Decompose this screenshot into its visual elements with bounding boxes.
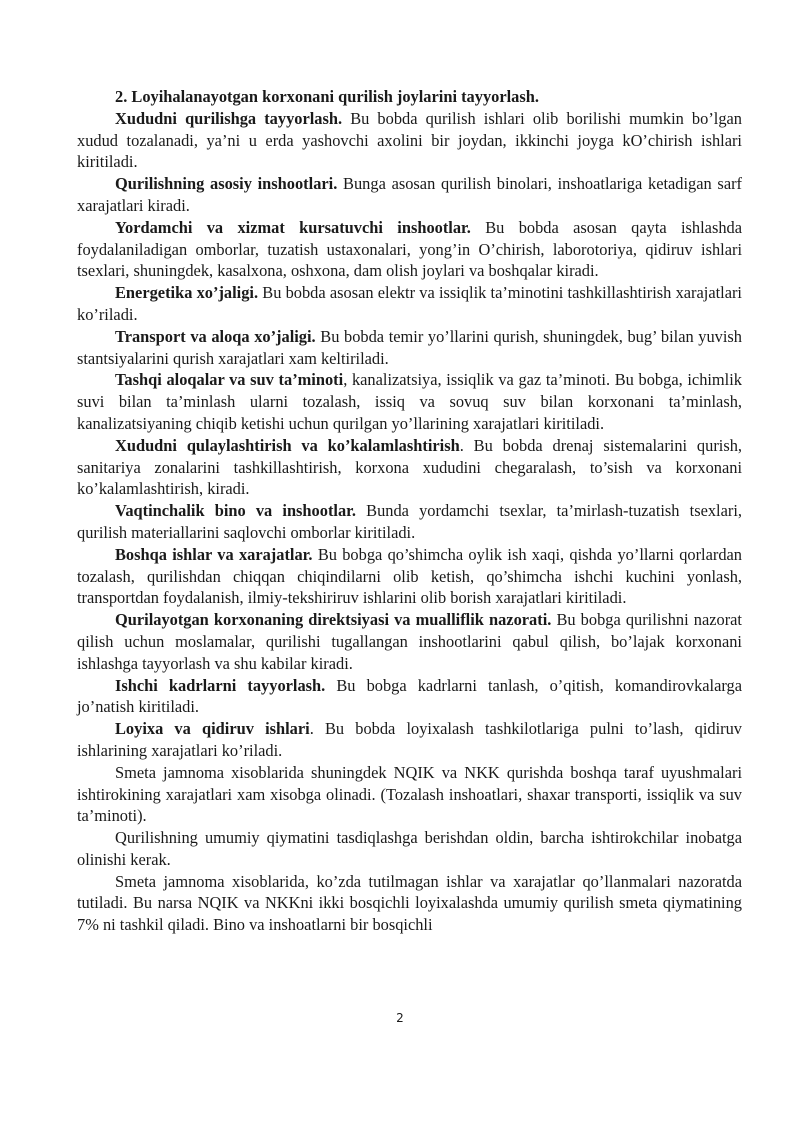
paragraph-text: Bu bobda temir yo’llarini qurish, shuningdek, bug’ bilan yuvish stantsiyalarini qurish xarajatlari xam keltiriladi. — [77, 326, 742, 368]
paragraph-title: Xududni qulaylashtirish va ko’kalamlashtirish — [115, 435, 460, 455]
paragraph-text: Bu bobda asosan qayta ishlashda foydalaniladigan omborlar, tuzatish ustaxonalari, yong’in O’chirish, laborotoriya, qidiruv ishlari tsexlari, shuningdek, kasalxona, oshxona, dam olish joylari va boshqalar kiradi. — [77, 217, 742, 281]
paragraph-text: Bunga asosan qurilish binolari, inshoatlariga ketadigan sarf xarajatlari kiradi. — [77, 174, 743, 215]
paragraph-title: Loyixa va qidiruv ishlari — [115, 719, 310, 739]
paragraph-text: Qurilishning umumiy qiymatini tasdiqlashga berishdan oldin, barcha ishtirokchilar inobatga olinishi kerak. — [77, 828, 742, 869]
paragraph-other-costs — [77, 544, 742, 609]
paragraph-text: Smeta jamnoma xisoblarida shuningdek NQIK va NKK qurishda boshqa taraf uyushmalari ishtirokining xarajatlari xam xisobga olinadi. (Tozalash inshoatlari, shaxar transporti, issiqlik va suv ta’minoti). — [77, 762, 742, 826]
paragraph-auxiliary-structures — [77, 217, 742, 282]
paragraph-title: Qurilishning asosiy inshootlari. — [115, 174, 338, 194]
paragraph-directorate — [77, 609, 742, 674]
paragraph-text: Bu bobda asosan elektr va issiqlik ta’minotini tashkillashtirish xarajatlari ko’riladi. — [77, 283, 742, 324]
page-number: 2 — [396, 1011, 404, 1025]
paragraph-water-supply — [77, 369, 742, 434]
paragraph-title: Ishchi kadrlarni tayyorlash. — [115, 675, 326, 695]
paragraph-staff-training — [77, 675, 742, 719]
paragraph-site-preparation — [77, 108, 742, 173]
paragraph-text: . Bu bobda loyixalash tashkilotlariga pulni to’lash, qidiruv ishlarining xarajatlari ko’riladi. — [77, 719, 742, 760]
paragraph-energy — [77, 282, 742, 326]
paragraph-text: Bu bobga kadrlarni tanlash, o’qitish, komandirovkalarga jo’natish kiritiladi. — [77, 675, 743, 717]
paragraph-text: , kanalizatsiya, issiqlik va gaz ta’minoti. Bu bobga, ichimlik suvi bilan ta’minlash ularni tozalash, issiq va sovuq suv bilan korxonani ta’minlash, kanalizatsiyaning chiqib ketishi uchun qurilgan yo’llarining xarajatlari kiritiladi. — [77, 370, 742, 433]
paragraph-text: Bunda yordamchi tsexlar, ta’mirlash-tuzatish tsexlari, qurilish materiallarini saqlovchi omborlar kiritiladi. — [77, 501, 742, 542]
paragraph-title: Boshqa ishlar va xarajatlar. — [115, 544, 313, 564]
paragraph-title: Xududni qurilishga tayyorlash. — [115, 108, 343, 128]
paragraph-title: Energetika xo’jaligi. — [115, 283, 259, 303]
paragraph-total-cost — [77, 827, 742, 871]
paragraph-text: . Bu bobda drenaj sistemalarini qurish, sanitariya zonalarini tashkillashtirish, korxona xududini chegaralash, to’sish va korxonani ko’kalamlashtirish, kiradi. — [77, 435, 742, 499]
paragraph-title: Transport va aloqa xo’jaligi. — [115, 326, 316, 346]
paragraph-title: Qurilayotgan korxonaning direktsiyasi va mualliflik nazorati. — [115, 610, 552, 630]
paragraph-estimate-participants — [77, 762, 742, 827]
paragraph-temporary-buildings — [77, 500, 742, 544]
paragraph-title: Tashqi aloqalar va suv ta’minoti — [115, 370, 344, 390]
paragraph-transport — [77, 326, 742, 370]
paragraph-main-structures — [77, 173, 742, 217]
paragraph-design-survey — [77, 718, 742, 762]
paragraph-text: Smeta jamnoma xisoblarida, ko’zda tutilmagan ishlar va xarajatlar qo’llanmalari nazoratda tutiladi. Bu narsa NQIK va NKKni ikki bosqichli loyixalashda umumiy qurilish smeta qiymatining 7% ni tashkil qiladi. Bino va inshoatlarni bir bosqichli — [77, 871, 742, 935]
paragraph-text: Bu bobga qo’shimcha oylik ish xaqi, qishda yo’llarni qorlardan tozalash, qurilishdan chiqqan chiqindilarni olib ketish, qo’shimcha ishchi kuchini yonlash, transportdan foydalanish, ilmiy-tekshiriruv ishlarini olib borish xarajatlari kiritiladi. — [77, 544, 743, 608]
paragraph-text: Bu bobda qurilish ishlari olib borilishi mumkin bo’lgan xudud tozalanadi, ya’ni u erda yashovchi axolini bir joydan, ikkinchi joyga kO’chirish ishlari kiritiladi. — [77, 108, 742, 172]
paragraph-contingency — [77, 871, 742, 936]
paragraph-title: Yordamchi va xizmat kursatuvchi inshootlar. — [115, 217, 471, 237]
paragraph-text: Bu bobga qurilishni nazorat qilish uchun moslamalar, qurilishi tugallangan inshootlarini qabul qilish, bo’lajak korxonani ishlashga tayyorlash va shu kabilar kiradi. — [77, 610, 742, 673]
paragraph-title: Vaqtinchalik bino va inshootlar. — [115, 501, 357, 521]
paragraph-landscaping — [77, 435, 742, 500]
section-heading: 2. Loyihalanayotgan korxonani qurilish joylarini tayyorlash. — [115, 87, 539, 106]
document-page — [77, 86, 742, 936]
